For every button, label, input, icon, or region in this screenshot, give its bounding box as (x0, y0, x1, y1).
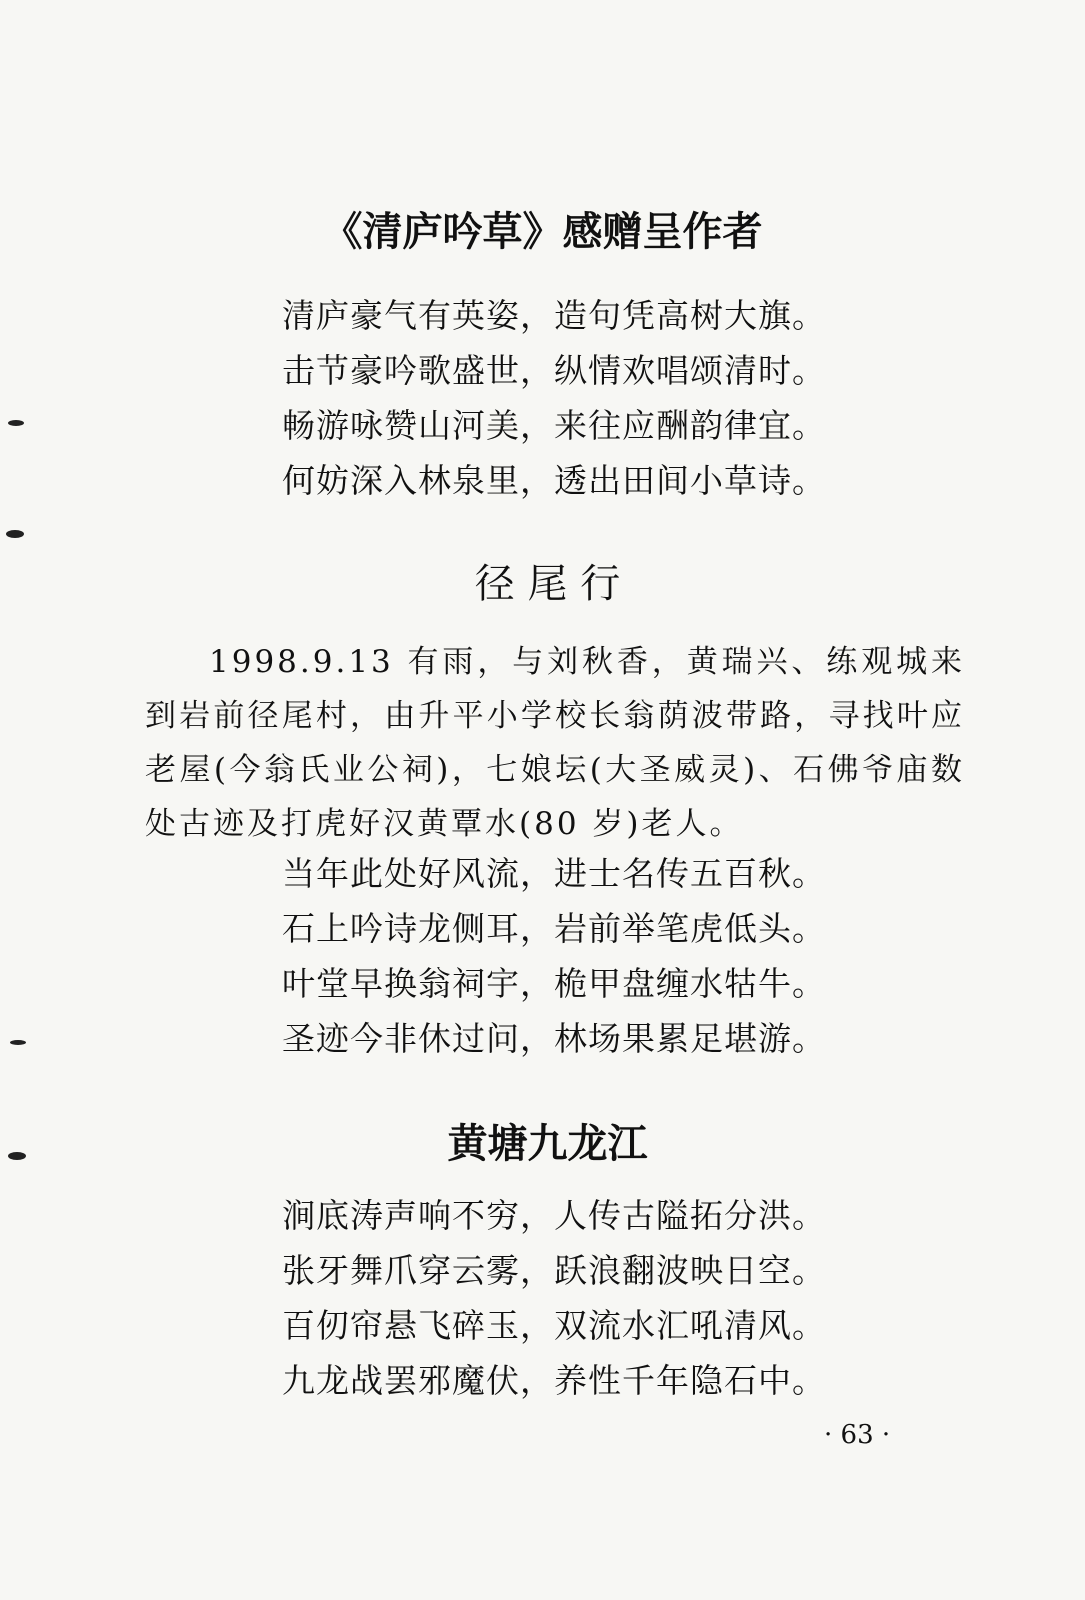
scan-speck (10, 1040, 26, 1045)
poem-line: 当年此处好风流，进士名传五百秋。 (282, 854, 826, 893)
scan-speck (6, 530, 24, 538)
poem-qinglu (282, 288, 826, 508)
page-number: · 63 · (824, 1420, 891, 1450)
poem-line: 石上吟诗龙侧耳，岩前举笔虎低头。 (282, 909, 826, 948)
poem-line: 畅游咏赞山河美，来往应酬韵律宜。 (282, 406, 826, 445)
poem-line: 击节豪吟歌盛世，纵情欢唱颂清时。 (282, 351, 826, 390)
poem-preface: 1998.9.13 有雨，与刘秋香，黄瑞兴、练观城来到岩前径尾村，由升平小学校长翁荫波带路，寻找叶应老屋(今翁氏业公祠)，七娘坛(大圣威灵)、石佛爷庙数处古迹及打虎好汉黄覃水(80 岁)老人。 (145, 644, 965, 842)
poem-line: 涧底涛声响不穷，人传古隘拓分洪。 (282, 1196, 826, 1235)
poem-title-qinglu: 《清庐吟草》感赠呈作者 (322, 209, 763, 255)
poem-line: 九龙战罢邪魔伏，养性千年隐石中。 (282, 1361, 826, 1400)
poem-title-jiulongjiang: 黄塘九龙江 (447, 1121, 648, 1167)
poem-jingweixing (282, 846, 826, 1066)
poem-title-jingweixing: 径 尾 行 (474, 561, 621, 607)
poem-jiulongjiang (282, 1188, 826, 1408)
poem-line: 清庐豪气有英姿，造句凭高树大旗。 (282, 296, 826, 335)
scan-speck (8, 420, 24, 426)
poem-line: 圣迹今非休过问，林场果累足堪游。 (282, 1019, 826, 1058)
poem-line: 百仞帘悬飞碎玉，双流水汇吼清风。 (282, 1306, 826, 1345)
poem-line: 叶堂早换翁祠宇，桅甲盘缠水牯牛。 (282, 964, 826, 1003)
scan-speck (8, 1152, 26, 1160)
poem-line: 张牙舞爪穿云雾，跃浪翻波映日空。 (282, 1251, 826, 1290)
poem-line: 何妨深入林泉里，透出田间小草诗。 (282, 461, 826, 500)
